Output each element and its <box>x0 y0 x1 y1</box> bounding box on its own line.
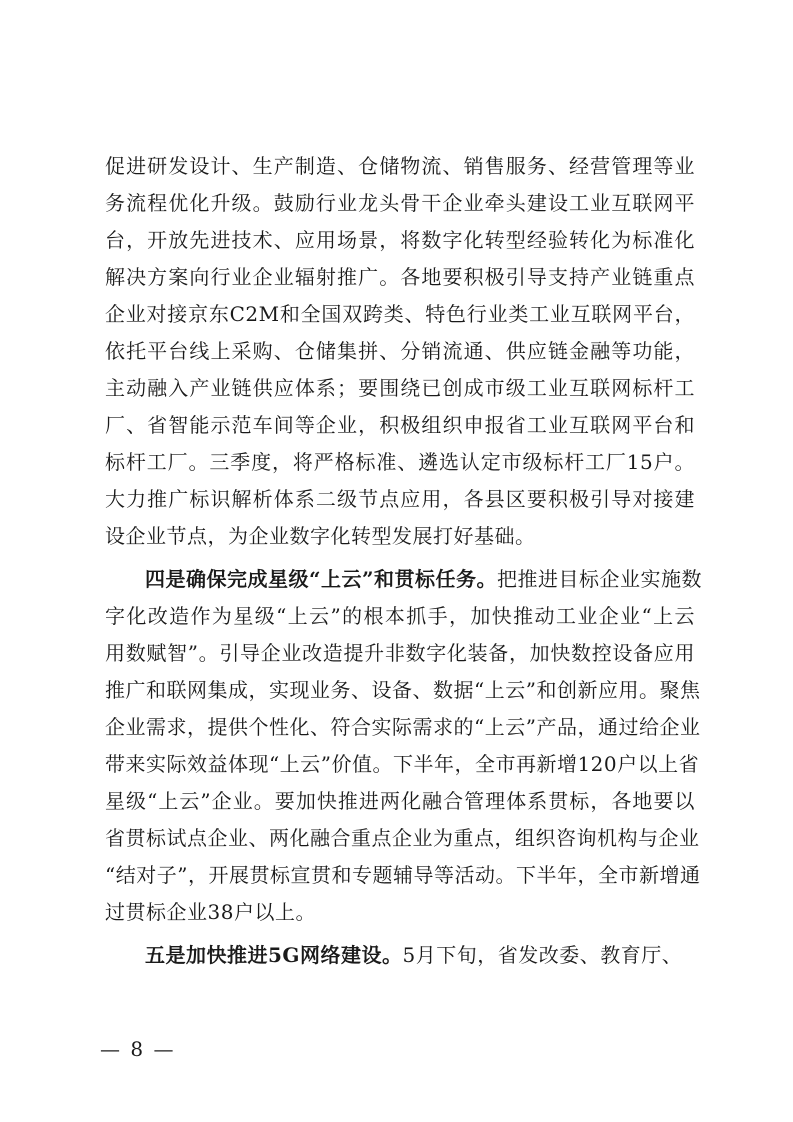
page-number: — 8 — <box>100 1037 176 1061</box>
text-line: 设企业节点，为企业数字化转型发展打好基础。 <box>105 524 536 548</box>
text-line: 过贯标企业38户以上。 <box>105 900 316 924</box>
text-line: 用数赋智”。引导企业改造提升非数字化装备，加快数控设备应用 <box>105 641 695 665</box>
text-run: 5月下旬，省发改委、教育厅、 <box>402 943 683 967</box>
text-line: 省贯标试点企业、两化融合重点企业为重点，组织咨询机构与企业 <box>105 826 700 850</box>
text-line: 推广和联网集成，实现业务、设备、数据“上云”和创新应用。聚焦 <box>105 678 701 702</box>
text-line: 主动融入产业链供应体系；要围绕已创成市级工业互联网标杆工 <box>105 376 695 400</box>
text-line <box>105 561 703 598</box>
paragraph-lead: 四是确保完成星级“上云”和贯标任务。 <box>145 567 498 591</box>
text-run: 把推进目标企业实施数 <box>497 567 703 591</box>
paragraph-3 <box>105 937 695 974</box>
text-line: 依托平台线上采购、仓储集拼、分销流通、供应链金融等功能， <box>105 339 695 363</box>
text-line: “结对子”，开展贯标宣贯和专题辅导等活动。下半年，全市新增通 <box>105 863 701 887</box>
text-line: 带来实际效益体现“上云”价值。下半年，全市再新增120户以上省 <box>105 752 700 776</box>
text-line: 企业需求，提供个性化、符合实际需求的“上云”产品，通过给企业 <box>105 715 701 739</box>
text-line: 大力推广标识解析体系二级节点应用，各县区要积极引导对接建 <box>105 487 695 511</box>
text-line: 标杆工厂。三季度，将严格标准、遴选认定市级标杆工厂15户。 <box>105 450 695 474</box>
text-line: 企业对接京东C2M和全国双跨类、特色行业类工业互联网平台， <box>105 302 695 326</box>
text-line: 促进研发设计、生产制造、仓储物流、销售服务、经营管理等业 <box>105 154 695 178</box>
text-line <box>105 937 695 974</box>
paragraph-lead: 五是加快推进5G网络建设。 <box>145 943 403 967</box>
text-line: 字化改造作为星级“上云”的根本抓手，加快推动工业企业“上云 <box>105 604 695 628</box>
paragraph-1 <box>105 148 695 555</box>
text-line: 解决方案向行业企业辐射推广。各地要积极引导支持产业链重点 <box>105 265 695 289</box>
text-line: 厂、省智能示范车间等企业，积极组织申报省工业互联网平台和 <box>105 413 695 437</box>
text-line: 星级“上云”企业。要加快推进两化融合管理体系贯标，各地要以 <box>105 789 695 813</box>
text-line: 台，开放先进技术、应用场景，将数字化转型经验转化为标准化 <box>105 228 695 252</box>
body-text <box>105 148 703 974</box>
paragraph-2 <box>105 561 703 931</box>
text-line: 务流程优化升级。鼓励行业龙头骨干企业牵头建设工业互联网平 <box>105 191 695 215</box>
